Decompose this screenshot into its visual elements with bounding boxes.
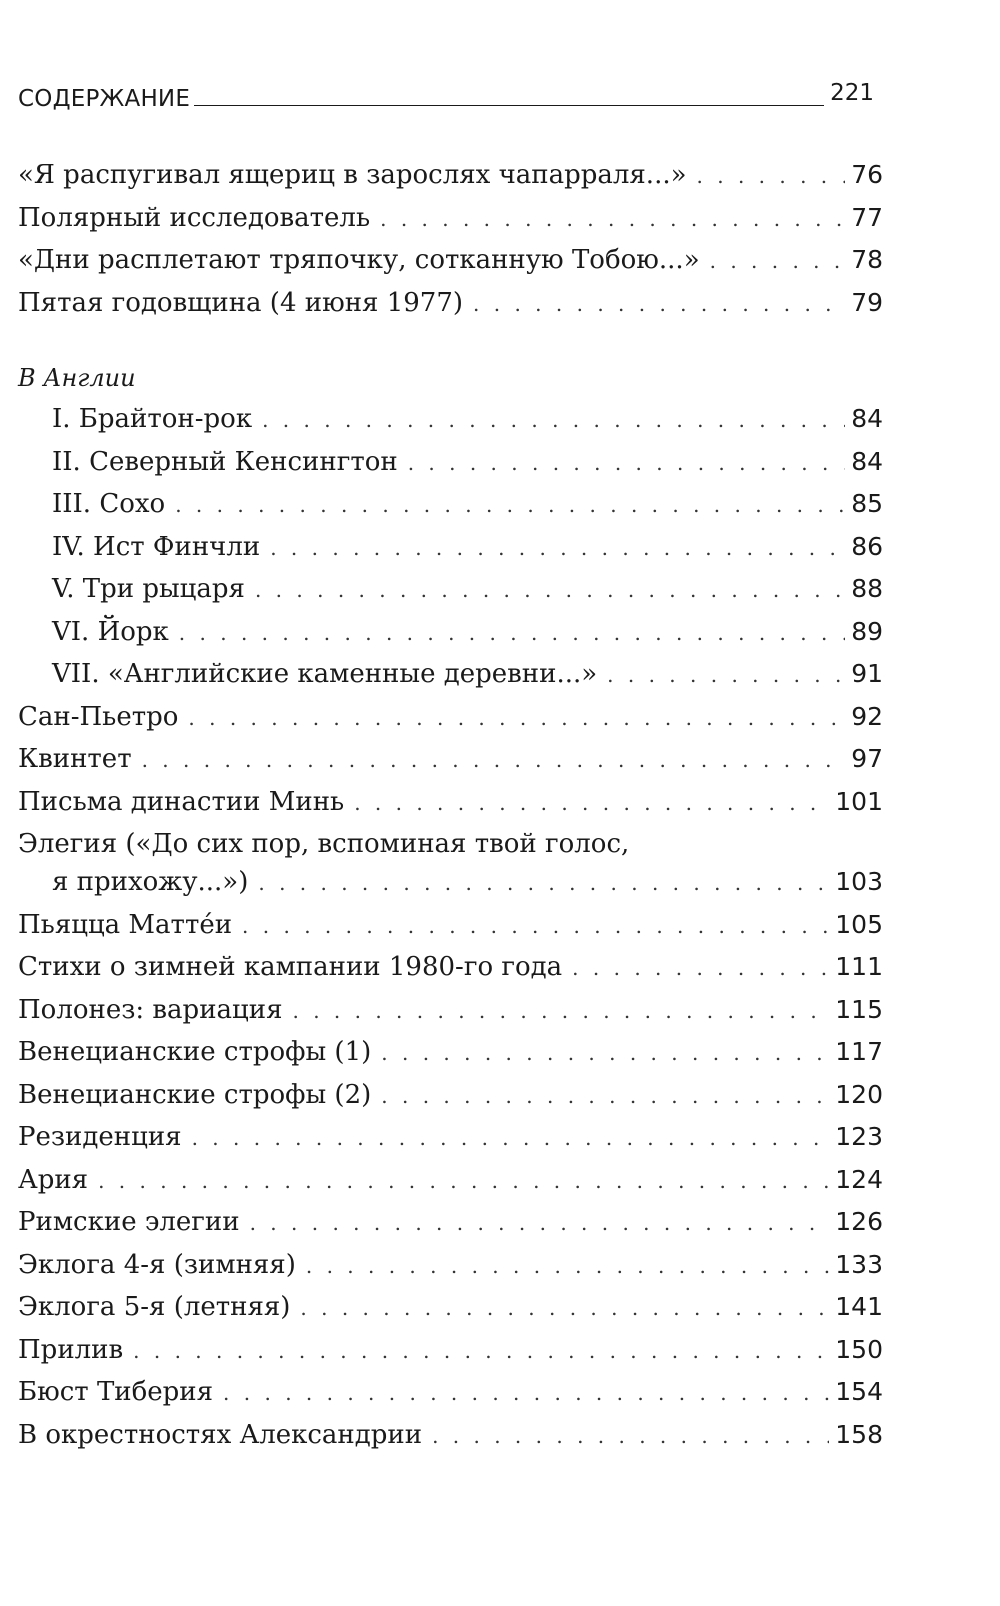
dot-leader xyxy=(133,1339,829,1363)
dot-leader xyxy=(192,1126,830,1150)
toc-entry-page: 89 xyxy=(851,616,883,646)
toc-entry-multiline xyxy=(18,829,883,910)
toc-entry xyxy=(18,1122,883,1165)
dot-leader xyxy=(270,536,845,560)
dot-leader xyxy=(697,164,846,188)
dot-leader xyxy=(142,748,846,772)
toc-entry xyxy=(18,203,883,246)
dot-leader xyxy=(306,1254,829,1278)
running-head-rule xyxy=(194,105,824,106)
toc-entry xyxy=(18,702,883,745)
running-head-title: СОДЕРЖАНИЕ xyxy=(18,86,191,112)
toc-entry-page: 115 xyxy=(835,994,883,1024)
dot-leader xyxy=(381,1041,829,1065)
dot-leader xyxy=(408,451,846,475)
toc-entry-page: 92 xyxy=(851,701,883,731)
toc-entry-title: Пьяцца Маттéи xyxy=(18,909,233,940)
toc-entry xyxy=(18,160,883,203)
toc-entry-title: Полярный исследователь xyxy=(18,202,371,233)
dot-leader xyxy=(179,621,845,645)
table-of-contents xyxy=(18,160,883,1462)
toc-entry xyxy=(18,1165,883,1208)
dot-leader xyxy=(380,207,845,231)
toc-entry-page: 86 xyxy=(851,531,883,561)
toc-entry-page: 79 xyxy=(851,287,883,317)
toc-entry-page: 97 xyxy=(851,744,883,773)
toc-entry xyxy=(18,1420,883,1463)
toc-entry-page: 124 xyxy=(835,1164,883,1194)
toc-entry-title: Стихи о зимней кампании 1980-го года xyxy=(18,952,563,982)
toc-entry xyxy=(18,1207,883,1250)
toc-entry xyxy=(18,1080,883,1123)
toc-entry-title: Сан-Пьетро xyxy=(18,701,179,732)
toc-entry-page: 101 xyxy=(835,786,883,816)
toc-entry-page: 133 xyxy=(835,1249,883,1279)
toc-entry-page: 88 xyxy=(851,574,883,603)
toc-entry-page: 154 xyxy=(835,1377,883,1406)
dot-leader xyxy=(188,706,845,730)
toc-subentry xyxy=(18,574,883,617)
toc-entry-page: 103 xyxy=(835,867,883,896)
toc-entry-title: Ария xyxy=(18,1164,89,1195)
running-head xyxy=(18,80,874,112)
dot-leader xyxy=(473,292,845,316)
toc-entry-page: 78 xyxy=(851,245,883,274)
toc-entry-title-line2-row xyxy=(18,867,883,910)
toc-entry-title: II. Северный Кенсингтон xyxy=(52,446,398,477)
toc-entry-page: 123 xyxy=(835,1122,883,1151)
dot-leader xyxy=(710,249,846,273)
toc-entry xyxy=(18,1292,883,1335)
toc-entry-title: Венецианские строфы (2) xyxy=(18,1079,372,1110)
toc-entry xyxy=(18,995,883,1038)
toc-entry-title-line2: я прихожу...») xyxy=(52,867,249,897)
toc-entry-title: I. Брайтон-рок xyxy=(52,404,253,434)
toc-entry-page: 76 xyxy=(851,160,883,189)
toc-entry-title: Пятая годовщина (4 июня 1977) xyxy=(18,287,464,318)
toc-entry-title: VI. Йорк xyxy=(52,616,169,647)
toc-entry xyxy=(18,288,883,331)
toc-entry xyxy=(18,1377,883,1420)
toc-entry-page: 105 xyxy=(835,909,883,939)
dot-leader xyxy=(381,1084,829,1108)
toc-entry-page: 141 xyxy=(835,1292,883,1321)
toc-entry xyxy=(18,744,883,787)
dot-leader xyxy=(98,1169,829,1193)
dot-leader xyxy=(262,408,845,432)
toc-entry-title: IV. Ист Финчли xyxy=(52,531,261,562)
toc-entry xyxy=(18,952,883,995)
toc-entry xyxy=(18,1335,883,1378)
toc-entry-title: III. Сохо xyxy=(52,489,166,519)
toc-entry-title: Квинтет xyxy=(18,744,132,774)
dot-leader xyxy=(354,791,829,815)
toc-entry-title: VII. «Английские каменные деревни...» xyxy=(52,659,598,689)
toc-entry-title: V. Три рыцаря xyxy=(52,574,245,604)
toc-entry-page: 120 xyxy=(835,1079,883,1109)
dot-leader xyxy=(175,493,845,517)
toc-entry-title: Письма династии Минь xyxy=(18,786,345,817)
toc-entry xyxy=(18,1250,883,1293)
toc-subentry xyxy=(18,659,883,702)
dot-leader xyxy=(242,914,829,938)
toc-subentry xyxy=(18,617,883,660)
toc-entry-title: Бюст Тиберия xyxy=(18,1377,214,1407)
toc-subentry xyxy=(18,489,883,532)
toc-entry-page: 126 xyxy=(835,1207,883,1236)
toc-entry-title: Венецианские строфы (1) xyxy=(18,1037,372,1067)
dot-leader xyxy=(432,1424,829,1448)
toc-entry-title: Резиденция xyxy=(18,1122,182,1152)
dot-leader xyxy=(607,663,845,687)
toc-entry-title: Прилив xyxy=(18,1334,124,1365)
toc-entry-title: Полонез: вариация xyxy=(18,994,283,1025)
toc-entry-title-line1: Элегия («До сих пор, вспоминая твой голос, xyxy=(18,829,630,859)
dot-leader xyxy=(250,1211,830,1235)
toc-entry-page: 91 xyxy=(851,659,883,688)
toc-subentry xyxy=(18,447,883,490)
toc-entry-page: 77 xyxy=(851,202,883,232)
dot-leader xyxy=(255,578,845,602)
toc-entry-page: 84 xyxy=(851,446,883,476)
toc-entry-page: 117 xyxy=(835,1037,883,1066)
toc-entry xyxy=(18,245,883,288)
toc-entry-title: «Я распугивал ящериц в зарослях чапарраля...» xyxy=(18,160,687,190)
toc-entry-title: Римские элегии xyxy=(18,1207,240,1237)
toc-entry-page: 158 xyxy=(835,1419,883,1449)
toc-entry xyxy=(18,1037,883,1080)
toc-entry-title: Эклога 5-я (летняя) xyxy=(18,1292,291,1322)
dot-leader xyxy=(258,871,829,895)
toc-entry xyxy=(18,910,883,953)
dot-leader xyxy=(572,956,829,980)
page-number: 221 xyxy=(830,80,874,106)
dot-leader xyxy=(300,1296,829,1320)
dot-leader xyxy=(223,1381,829,1405)
dot-leader xyxy=(292,999,829,1023)
toc-entry-page: 111 xyxy=(835,952,883,981)
section-heading: В Англии xyxy=(18,364,136,392)
toc-subentry xyxy=(18,532,883,575)
toc-subentry xyxy=(18,404,883,447)
toc-entry-title: «Дни расплетают тряпочку, сотканную Тобою...» xyxy=(18,245,700,275)
toc-entry-page: 150 xyxy=(835,1334,883,1364)
toc-entry-page: 84 xyxy=(851,404,883,433)
toc-entry-title: Эклога 4-я (зимняя) xyxy=(18,1249,296,1280)
toc-entry-page: 85 xyxy=(851,489,883,518)
toc-entry xyxy=(18,787,883,830)
toc-entry-title: В окрестностях Александрии xyxy=(18,1419,423,1450)
